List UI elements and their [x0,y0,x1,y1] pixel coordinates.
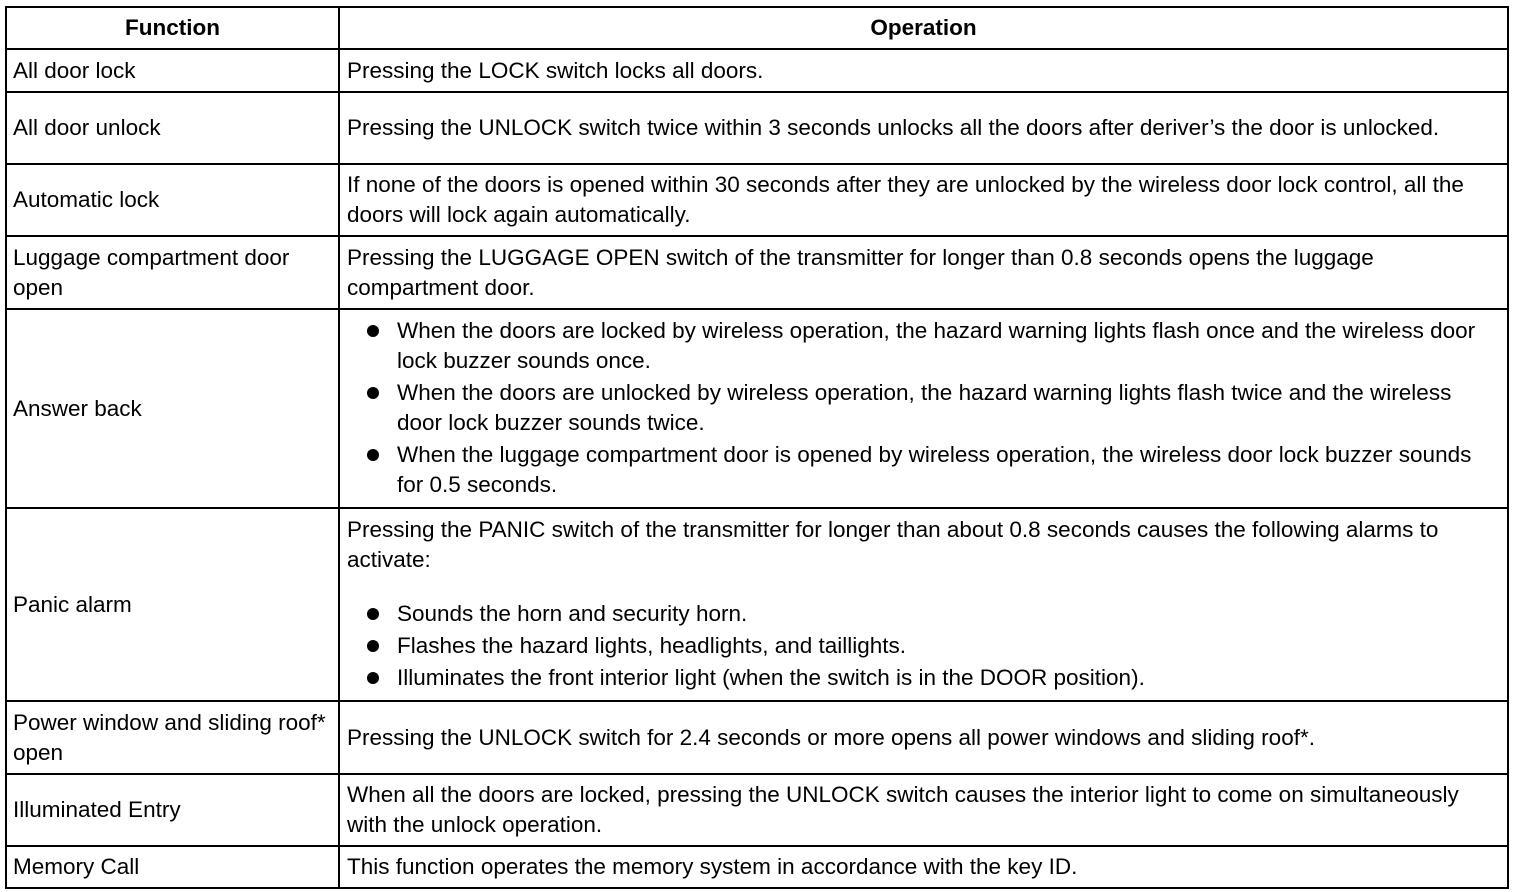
table-row [6,774,1508,846]
bullet-icon [367,325,379,337]
operation-cell: Pressing the UNLOCK switch for 2.4 seconds or more opens all power windows and sliding roof*. [339,701,1508,774]
table-row [6,701,1508,774]
function-cell: Illuminated Entry [6,774,339,846]
table-row [6,49,1508,92]
bullet-icon [367,640,379,652]
table-row [6,164,1508,236]
answer-back-list [347,316,1493,500]
function-cell: Automatic lock [6,164,339,236]
table-row [6,508,1508,701]
function-cell: Answer back [6,309,339,508]
list-item [365,316,1493,376]
operation-cell: This function operates the memory system in accordance with the key ID. [339,846,1508,888]
table-row [6,846,1508,888]
operation-cell: Pressing the LUGGAGE OPEN switch of the transmitter for longer than 0.8 seconds opens the luggage compartment door. [339,236,1508,309]
operation-cell [339,508,1508,701]
header-operation: Operation [339,7,1508,49]
function-cell: Power window and sliding roof* open [6,701,339,774]
function-cell: All door lock [6,49,339,92]
table-header-row [6,7,1508,49]
bullet-icon [367,387,379,399]
function-operation-table [5,6,1509,889]
function-cell: Panic alarm [6,508,339,701]
table-row [6,309,1508,508]
list-item [365,663,1493,693]
operation-cell: If none of the doors is opened within 30 seconds after they are unlocked by the wireless door lock control, all the doors will lock again automatically. [339,164,1508,236]
list-item [365,440,1493,500]
bullet-icon [367,449,379,461]
operation-cell: Pressing the UNLOCK switch twice within 3 seconds unlocks all the doors after deriver’s the door is unlocked. [339,92,1508,164]
list-item [365,378,1493,438]
operation-cell: Pressing the LOCK switch locks all doors. [339,49,1508,92]
list-item-text: Flashes the hazard lights, headlights, and taillights. [397,632,907,658]
list-item-text: When the doors are unlocked by wireless operation, the hazard warning lights flash twice and the wireless door lock buzzer sounds twice. [397,380,1452,435]
list-item [365,631,1493,661]
table-row [6,236,1508,309]
operation-cell: When all the doors are locked, pressing the UNLOCK switch causes the interior light to come on simultaneously with the unlock operation. [339,774,1508,846]
header-function: Function [6,7,339,49]
function-cell: All door unlock [6,92,339,164]
list-item-text: Illuminates the front interior light (when the switch is in the DOOR position). [397,664,1145,690]
panic-alarm-intro: Pressing the PANIC switch of the transmitter for longer than about 0.8 seconds causes the following alarms to activate: [347,516,1439,572]
function-cell: Memory Call [6,846,339,888]
function-cell: Luggage compartment door open [6,236,339,309]
list-item-text: Sounds the horn and security horn. [397,600,748,626]
table-row [6,92,1508,164]
list-item-text: When the luggage compartment door is opened by wireless operation, the wireless door lock buzzer sounds for 0.5 seconds. [397,442,1472,497]
list-item [365,599,1493,629]
operation-cell [339,309,1508,508]
bullet-icon [367,608,379,620]
list-item-text: When the doors are locked by wireless operation, the hazard warning lights flash once and the wireless door lock buzzer sounds once. [397,318,1476,373]
panic-alarm-list [347,599,1493,693]
bullet-icon [367,672,379,684]
